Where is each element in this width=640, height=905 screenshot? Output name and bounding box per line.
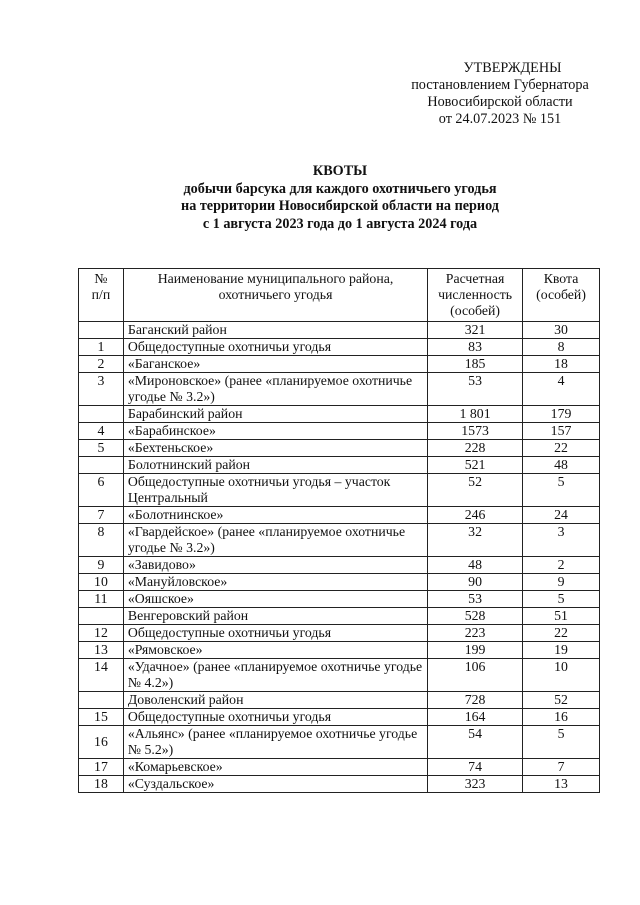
row-quota: 51 [523, 608, 600, 625]
row-name: «Мироновское» (ранее «планируемое охотничье угодье № 3.2») [123, 373, 427, 406]
row-number [79, 608, 124, 625]
row-quota: 24 [523, 507, 600, 524]
approval-date-number: от 24.07.2023 № 151 [438, 111, 562, 127]
header-name-line2: охотничьего угодья [218, 287, 333, 302]
row-name: «Бехтеньское» [123, 440, 427, 457]
row-name: «Баганское» [123, 356, 427, 373]
row-quota: 52 [523, 692, 600, 709]
row-count: 223 [428, 625, 523, 642]
row-quota: 22 [523, 625, 600, 642]
header-quota [523, 269, 600, 322]
row-count: 164 [428, 709, 523, 726]
row-quota: 5 [523, 726, 600, 759]
row-count: 228 [428, 440, 523, 457]
row-number: 18 [79, 776, 124, 793]
table-row [79, 659, 600, 692]
row-quota: 10 [523, 659, 600, 692]
row-number: 14 [79, 659, 124, 692]
row-name: Общедоступные охотничьи угодья [123, 339, 427, 356]
row-number: 3 [79, 373, 124, 406]
row-name: «Ояшское» [123, 591, 427, 608]
row-number: 12 [79, 625, 124, 642]
table-row [79, 524, 600, 557]
approval-heading: УТВЕРЖДЕНЫ [463, 60, 562, 76]
table-row [79, 709, 600, 726]
header-count-line3: (особей) [450, 303, 500, 318]
table-row [79, 608, 600, 625]
row-count: 246 [428, 507, 523, 524]
approval-issuer: постановлением Губернатора [411, 77, 589, 93]
title-line-4: с 1 августа 2023 года до 1 августа 2024 года [202, 215, 478, 232]
table-row [79, 574, 600, 591]
row-name: Общедоступные охотничьи угодья [123, 625, 427, 642]
table-row [79, 776, 600, 793]
row-number [79, 406, 124, 423]
table-row [79, 642, 600, 659]
row-number: 13 [79, 642, 124, 659]
header-count-line2: численность [438, 287, 513, 302]
row-number [79, 322, 124, 339]
quota-table [78, 268, 600, 793]
table-row [79, 440, 600, 457]
row-number: 17 [79, 759, 124, 776]
row-number: 9 [79, 557, 124, 574]
row-count: 321 [428, 322, 523, 339]
row-count: 74 [428, 759, 523, 776]
row-quota: 3 [523, 524, 600, 557]
header-quota-line2: (особей) [536, 287, 586, 302]
approval-region: Новосибирской области [427, 94, 573, 110]
row-count: 48 [428, 557, 523, 574]
row-name: «Альянс» (ранее «планируемое охотничье угодье № 5.2») [123, 726, 427, 759]
document-title [100, 163, 580, 233]
quota-table-body [79, 322, 600, 793]
row-quota: 4 [523, 373, 600, 406]
row-name: «Рямовское» [123, 642, 427, 659]
header-count-line1: Расчетная [445, 271, 505, 286]
table-row [79, 322, 600, 339]
header-number-line2: п/п [91, 287, 111, 302]
row-count: 1573 [428, 423, 523, 440]
row-name: «Барабинское» [123, 423, 427, 440]
row-quota: 179 [523, 406, 600, 423]
row-quota: 18 [523, 356, 600, 373]
row-name: «Суздальское» [123, 776, 427, 793]
row-name: Венгеровский район [123, 608, 427, 625]
row-quota: 2 [523, 557, 600, 574]
row-name: Общедоступные охотничьи угодья – участок Центральный [123, 474, 427, 507]
row-count: 53 [428, 373, 523, 406]
row-count: 199 [428, 642, 523, 659]
header-quota-line1: Квота [543, 271, 579, 286]
table-row [79, 625, 600, 642]
table-row [79, 507, 600, 524]
row-quota: 22 [523, 440, 600, 457]
header-name [123, 269, 427, 322]
row-quota: 5 [523, 591, 600, 608]
table-row [79, 692, 600, 709]
row-number: 7 [79, 507, 124, 524]
row-count: 323 [428, 776, 523, 793]
row-count: 728 [428, 692, 523, 709]
row-quota: 9 [523, 574, 600, 591]
row-quota: 19 [523, 642, 600, 659]
row-number [79, 457, 124, 474]
table-row [79, 474, 600, 507]
table-row [79, 339, 600, 356]
table-row [79, 423, 600, 440]
row-count: 106 [428, 659, 523, 692]
row-number: 1 [79, 339, 124, 356]
row-name: «Удачное» (ранее «планируемое охотничье угодье № 4.2») [123, 659, 427, 692]
table-row [79, 406, 600, 423]
row-name: «Мануйловское» [123, 574, 427, 591]
row-quota: 5 [523, 474, 600, 507]
row-count: 32 [428, 524, 523, 557]
row-number: 2 [79, 356, 124, 373]
table-row [79, 373, 600, 406]
title-line-1: КВОТЫ [312, 163, 368, 179]
row-number: 10 [79, 574, 124, 591]
title-line-3: на территории Новосибирской области на период [181, 198, 499, 214]
table-row [79, 726, 600, 759]
row-number: 16 [79, 726, 124, 759]
row-count: 1 801 [428, 406, 523, 423]
row-name: «Комарьевское» [123, 759, 427, 776]
row-name: «Гвардейское» (ранее «планируемое охотничье угодье № 3.2») [123, 524, 427, 557]
row-count: 54 [428, 726, 523, 759]
row-name: Доволенский район [123, 692, 427, 709]
row-name: Общедоступные охотничьи угодья [123, 709, 427, 726]
row-quota: 30 [523, 322, 600, 339]
row-number: 8 [79, 524, 124, 557]
title-line-2: добычи барсука для каждого охотничьего угодья [183, 180, 497, 197]
table-row [79, 759, 600, 776]
row-name: Барабинский район [123, 406, 427, 423]
row-quota: 7 [523, 759, 600, 776]
row-quota: 157 [523, 423, 600, 440]
approval-block [380, 60, 620, 128]
row-quota: 48 [523, 457, 600, 474]
row-count: 90 [428, 574, 523, 591]
row-quota: 13 [523, 776, 600, 793]
row-name: Болотнинский район [123, 457, 427, 474]
table-row [79, 591, 600, 608]
row-name: Баганский район [123, 322, 427, 339]
row-count: 83 [428, 339, 523, 356]
row-name: «Завидово» [123, 557, 427, 574]
row-number: 15 [79, 709, 124, 726]
header-number-line1: № [94, 271, 108, 286]
row-count: 185 [428, 356, 523, 373]
row-number: 5 [79, 440, 124, 457]
row-count: 521 [428, 457, 523, 474]
row-name: «Болотнинское» [123, 507, 427, 524]
row-count: 52 [428, 474, 523, 507]
row-number: 4 [79, 423, 124, 440]
row-number [79, 692, 124, 709]
row-quota: 8 [523, 339, 600, 356]
header-number [79, 269, 124, 322]
header-count [428, 269, 523, 322]
row-count: 53 [428, 591, 523, 608]
row-number: 6 [79, 474, 124, 507]
row-number: 11 [79, 591, 124, 608]
table-row [79, 557, 600, 574]
row-quota: 16 [523, 709, 600, 726]
table-row [79, 356, 600, 373]
header-name-line1: Наименование муниципального района, [157, 271, 394, 286]
row-count: 528 [428, 608, 523, 625]
table-header-row [79, 269, 600, 322]
table-row [79, 457, 600, 474]
